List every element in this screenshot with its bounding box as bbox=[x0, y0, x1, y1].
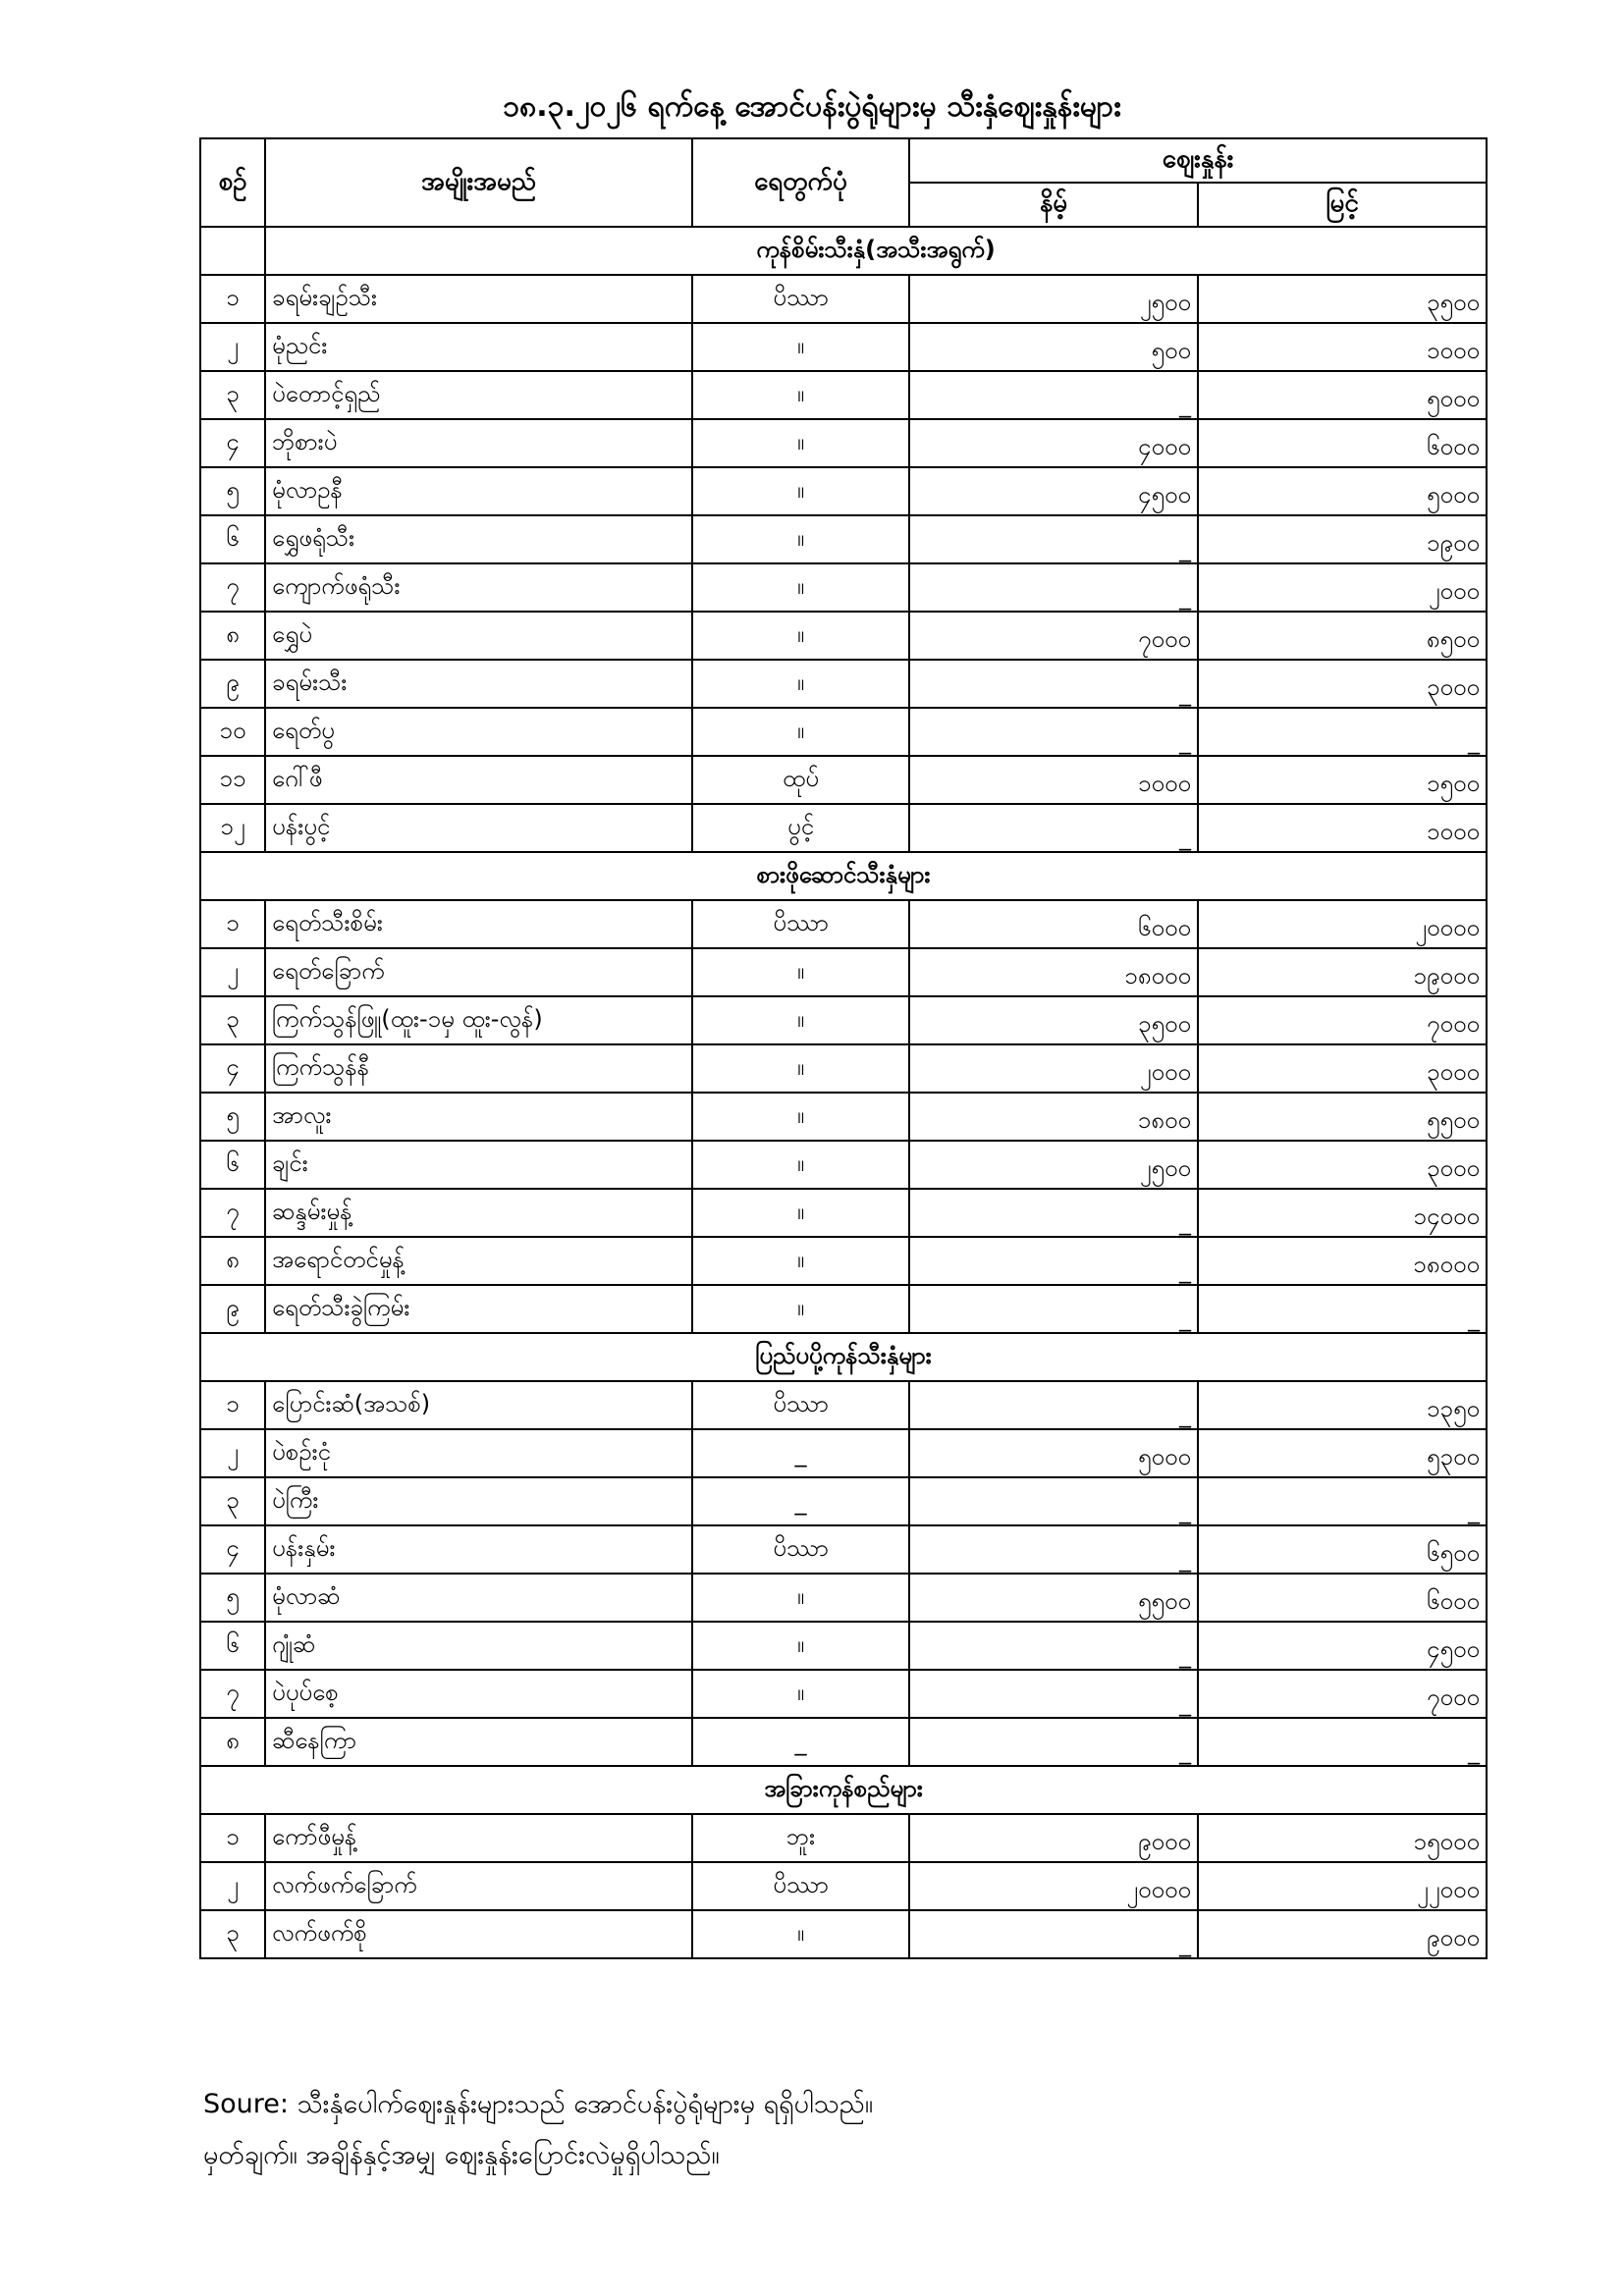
price-high: ၈၅၀၀ bbox=[1198, 612, 1487, 660]
item-name: ဆီနေကြာ bbox=[265, 1718, 692, 1766]
item-name: အာလူး bbox=[265, 1093, 692, 1141]
item-name: ပဲကြီး bbox=[265, 1477, 692, 1525]
item-unit: ပွင့် bbox=[692, 804, 909, 852]
row-number: ၈ bbox=[200, 1718, 265, 1766]
row-number: ၄ bbox=[200, 1525, 265, 1574]
item-unit: ဘူး bbox=[692, 1814, 909, 1862]
item-unit: ။ bbox=[692, 563, 909, 612]
item-unit: _ bbox=[692, 1477, 909, 1525]
item-unit: ။ bbox=[692, 948, 909, 996]
row-number: ၂ bbox=[200, 1429, 265, 1477]
price-high: ၂၀၀၀ bbox=[1198, 563, 1487, 612]
row-number: ၈ bbox=[200, 612, 265, 660]
page-title: ၁၈.၃.၂၀၂၆ ရက်နေ့ အောင်ပန်းပွဲရုံများမှ သီးနှံဈေးနှုန်းများ bbox=[503, 89, 1121, 124]
item-unit: ။ bbox=[692, 1910, 909, 1958]
item-name: ရေတ်သီးစိမ်း bbox=[265, 900, 692, 948]
item-unit: ။ bbox=[692, 1285, 909, 1333]
price-low: _ bbox=[909, 1718, 1198, 1766]
item-unit: ထုပ် bbox=[692, 756, 909, 804]
row-number: ၁ bbox=[200, 275, 265, 323]
price-low: _ bbox=[909, 371, 1198, 419]
item-name: ရေတ်ပွ bbox=[265, 708, 692, 756]
price-low: _ bbox=[909, 1525, 1198, 1574]
row-number: ၃ bbox=[200, 1477, 265, 1525]
price-low: _ bbox=[909, 1381, 1198, 1429]
table-row bbox=[200, 1862, 1487, 1910]
item-name: ဆန္ဒမ်းမှုန့် bbox=[265, 1189, 692, 1237]
table-row bbox=[200, 756, 1487, 804]
table-row bbox=[200, 515, 1487, 563]
table-row bbox=[200, 1477, 1487, 1525]
item-name: ချင်း bbox=[265, 1141, 692, 1189]
price-high: ၁၀၀၀ bbox=[1198, 804, 1487, 852]
item-name: ကြက်သွန်ဖြူ(ထူး-၁မှ ထူး-လွန်) bbox=[265, 996, 692, 1044]
item-name: ကျောက်ဖရုံသီး bbox=[265, 563, 692, 612]
table-row bbox=[200, 1670, 1487, 1718]
price-low: ၂၅၀၀ bbox=[909, 1141, 1198, 1189]
price-low: ၆၀၀၀ bbox=[909, 900, 1198, 948]
price-low: ၁၈၀၀၀ bbox=[909, 948, 1198, 996]
table-row bbox=[200, 419, 1487, 467]
price-low: ၁၀၀၀ bbox=[909, 756, 1198, 804]
item-unit: ။ bbox=[692, 419, 909, 467]
price-low: _ bbox=[909, 708, 1198, 756]
item-name: ခရမ်းသီး bbox=[265, 660, 692, 708]
item-unit: ။ bbox=[692, 371, 909, 419]
row-number: ၁ bbox=[200, 900, 265, 948]
item-unit: ။ bbox=[692, 1093, 909, 1141]
price-low: _ bbox=[909, 1622, 1198, 1670]
item-unit: ။ bbox=[692, 1622, 909, 1670]
row-number: ၆ bbox=[200, 1622, 265, 1670]
price-low: ၂၀၀၀၀ bbox=[909, 1862, 1198, 1910]
table-row bbox=[200, 1910, 1487, 1958]
item-name: မုံညင်း bbox=[265, 323, 692, 371]
table-row bbox=[200, 1814, 1487, 1862]
table-row bbox=[200, 275, 1487, 323]
table-row bbox=[200, 804, 1487, 852]
row-number: ၁ bbox=[200, 1814, 265, 1862]
price-high: ၉၀၀၀ bbox=[1198, 1910, 1487, 1958]
item-unit: ။ bbox=[692, 1189, 909, 1237]
price-high: ၆၅၀၀ bbox=[1198, 1525, 1487, 1574]
table-row bbox=[200, 1525, 1487, 1574]
table-row bbox=[200, 1718, 1487, 1766]
price-high: ၄၅၀၀ bbox=[1198, 1622, 1487, 1670]
price-high: ၁၀၀၀ bbox=[1198, 323, 1487, 371]
table-row bbox=[200, 1189, 1487, 1237]
table-row bbox=[200, 1429, 1487, 1477]
table-row bbox=[200, 612, 1487, 660]
item-unit: ။ bbox=[692, 660, 909, 708]
item-unit: ။ bbox=[692, 1574, 909, 1622]
row-number: ၄ bbox=[200, 419, 265, 467]
item-unit: ။ bbox=[692, 1141, 909, 1189]
price-high: ၆၀၀၀ bbox=[1198, 419, 1487, 467]
item-unit: ။ bbox=[692, 323, 909, 371]
row-number: ၉ bbox=[200, 1285, 265, 1333]
notes bbox=[203, 2079, 873, 2181]
source-note: Soure: သီးနှံပေါက်ဈေးနှုန်းများသည် အောင်ပန်းပွဲရုံများမှ ရရှိပါသည်။ bbox=[203, 2089, 874, 2119]
item-name: ပဲစဉ်းငုံ bbox=[265, 1429, 692, 1477]
item-name: အရောင်တင်မှုန့် bbox=[265, 1237, 692, 1285]
row-number: ၁၂ bbox=[200, 804, 265, 852]
item-name: ရွှေပဲ bbox=[265, 612, 692, 660]
price-low: _ bbox=[909, 1670, 1198, 1718]
price-high: ၅၀၀၀ bbox=[1198, 467, 1487, 515]
row-number: ၃ bbox=[200, 371, 265, 419]
item-unit: ပိဿာ bbox=[692, 900, 909, 948]
price-low: ၅၅၀၀ bbox=[909, 1574, 1198, 1622]
row-number: ၆ bbox=[200, 1141, 265, 1189]
price-table-body bbox=[200, 227, 1487, 1958]
price-high: ၁၃၅၀ bbox=[1198, 1381, 1487, 1429]
table-row bbox=[200, 708, 1487, 756]
item-unit: ။ bbox=[692, 996, 909, 1044]
price-high: ၃၀၀၀ bbox=[1198, 1044, 1487, 1093]
item-name: ကြက်သွန်နီ bbox=[265, 1044, 692, 1093]
row-number: ၁၀ bbox=[200, 708, 265, 756]
price-high: ၂၂၀၀၀ bbox=[1198, 1862, 1487, 1910]
item-name: ကော်ဖီမှုန့် bbox=[265, 1814, 692, 1862]
price-low: _ bbox=[909, 1189, 1198, 1237]
item-name: လက်ဖက်ခြောက် bbox=[265, 1862, 692, 1910]
price-high: ၆၀၀၀ bbox=[1198, 1574, 1487, 1622]
section-header-row bbox=[200, 227, 1487, 275]
row-number: ၆ bbox=[200, 515, 265, 563]
price-high: _ bbox=[1198, 1718, 1487, 1766]
item-name: မုံလာဆံ bbox=[265, 1574, 692, 1622]
item-unit: ။ bbox=[692, 708, 909, 756]
table-row bbox=[200, 900, 1487, 948]
price-low: _ bbox=[909, 1910, 1198, 1958]
price-high: ၅၅၀၀ bbox=[1198, 1093, 1487, 1141]
item-unit: ပိဿာ bbox=[692, 275, 909, 323]
table-row bbox=[200, 1044, 1487, 1093]
row-number: ၃ bbox=[200, 1910, 265, 1958]
row-number: ၅ bbox=[200, 1574, 265, 1622]
price-high: ၁၉၀၀ bbox=[1198, 515, 1487, 563]
price-low: ၄၀၀၀ bbox=[909, 419, 1198, 467]
item-name: ခရမ်းချဉ်သီး bbox=[265, 275, 692, 323]
item-unit: ပိဿာ bbox=[692, 1862, 909, 1910]
item-unit: ။ bbox=[692, 467, 909, 515]
header-high: မြင့် bbox=[1198, 183, 1487, 227]
row-number: ၄ bbox=[200, 1044, 265, 1093]
table-row bbox=[200, 1285, 1487, 1333]
item-name: ရေတ်ခြောက် bbox=[265, 948, 692, 996]
price-high: ၅၀၀၀ bbox=[1198, 371, 1487, 419]
price-high: _ bbox=[1198, 1477, 1487, 1525]
item-name: ရွှေဖရုံသီး bbox=[265, 515, 692, 563]
table-row bbox=[200, 323, 1487, 371]
table-row bbox=[200, 371, 1487, 419]
row-number: ၂ bbox=[200, 323, 265, 371]
table-row bbox=[200, 467, 1487, 515]
price-high: ၃၀၀၀ bbox=[1198, 1141, 1487, 1189]
header-unit: ရေတွက်ပုံ bbox=[692, 138, 909, 227]
header-low: နိမ့် bbox=[909, 183, 1198, 227]
table-row bbox=[200, 1574, 1487, 1622]
row-number: ၇ bbox=[200, 1670, 265, 1718]
price-high: _ bbox=[1198, 708, 1487, 756]
price-low: ၇၀၀၀ bbox=[909, 612, 1198, 660]
price-high: ၁၄၀၀၀ bbox=[1198, 1189, 1487, 1237]
price-low: ၉၀၀၀ bbox=[909, 1814, 1198, 1862]
price-high: ၃၅၀၀ bbox=[1198, 275, 1487, 323]
table-row bbox=[200, 948, 1487, 996]
price-low: _ bbox=[909, 1477, 1198, 1525]
section-header-row bbox=[200, 1333, 1487, 1381]
item-unit: _ bbox=[692, 1718, 909, 1766]
price-high: ၇၀၀၀ bbox=[1198, 1670, 1487, 1718]
price-low: ၄၅၀၀ bbox=[909, 467, 1198, 515]
price-low: _ bbox=[909, 1285, 1198, 1333]
table-row bbox=[200, 1093, 1487, 1141]
table-row bbox=[200, 1237, 1487, 1285]
row-number: ၅ bbox=[200, 467, 265, 515]
price-table bbox=[199, 137, 1488, 1959]
price-high: ၃၀၀၀ bbox=[1198, 660, 1487, 708]
table-row bbox=[200, 1622, 1487, 1670]
section-title: အခြားကုန်စည်များ bbox=[200, 1766, 1487, 1814]
price-low: ၅၀၀၀ bbox=[909, 1429, 1198, 1477]
item-name: ပန်းနှမ်း bbox=[265, 1525, 692, 1574]
item-unit: ။ bbox=[692, 1237, 909, 1285]
price-high: ၁၅၀၀ bbox=[1198, 756, 1487, 804]
section-title: ကုန်စိမ်းသီးနှံ(အသီးအရွက်) bbox=[265, 227, 1487, 275]
table-row bbox=[200, 1141, 1487, 1189]
price-low: _ bbox=[909, 1237, 1198, 1285]
price-high: ၁၅၀၀၀ bbox=[1198, 1814, 1487, 1862]
item-name: ပြောင်းဆံ(အသစ်) bbox=[265, 1381, 692, 1429]
row-number: ၅ bbox=[200, 1093, 265, 1141]
table-row bbox=[200, 996, 1487, 1044]
remark-note: မှတ်ချက်။ အချိန်နှင့်အမျှ ဈေးနှုန်းပြောင်းလဲမှုရှိပါသည်။ bbox=[203, 2140, 720, 2170]
section-title: စားဖိုဆောင်သီးနှံများ bbox=[200, 852, 1487, 900]
row-number: ၇ bbox=[200, 1189, 265, 1237]
price-high: ၅၃၀၀ bbox=[1198, 1429, 1487, 1477]
row-number: ၁ bbox=[200, 1381, 265, 1429]
item-name: ပဲတောင့်ရှည် bbox=[265, 371, 692, 419]
item-unit: ။ bbox=[692, 1044, 909, 1093]
header-type: အမျိုးအမည် bbox=[265, 138, 692, 227]
price-high: _ bbox=[1198, 1285, 1487, 1333]
item-unit: ပိဿာ bbox=[692, 1381, 909, 1429]
item-unit: ။ bbox=[692, 612, 909, 660]
price-low: ၅၀၀ bbox=[909, 323, 1198, 371]
table-row bbox=[200, 563, 1487, 612]
item-name: ပန်းပွင့် bbox=[265, 804, 692, 852]
table-row bbox=[200, 1381, 1487, 1429]
row-number: ၉ bbox=[200, 660, 265, 708]
item-unit: ။ bbox=[692, 1670, 909, 1718]
price-high: ၁၈၀၀၀ bbox=[1198, 1237, 1487, 1285]
row-number: ၁၁ bbox=[200, 756, 265, 804]
price-low: ၁၈၀၀ bbox=[909, 1093, 1198, 1141]
item-name: ဂျုံဆံ bbox=[265, 1622, 692, 1670]
section-blank-cell bbox=[200, 227, 265, 275]
header-no: စဉ် bbox=[200, 138, 265, 227]
row-number: ၂ bbox=[200, 948, 265, 996]
item-unit: ။ bbox=[692, 515, 909, 563]
item-name: ရေတ်သီးခွဲကြမ်း bbox=[265, 1285, 692, 1333]
price-low: ၂၅၀၀ bbox=[909, 275, 1198, 323]
item-unit: ပိဿာ bbox=[692, 1525, 909, 1574]
row-number: ၂ bbox=[200, 1862, 265, 1910]
price-low: _ bbox=[909, 804, 1198, 852]
price-high: ၁၉၀၀၀ bbox=[1198, 948, 1487, 996]
section-title: ပြည်ပပို့ကုန်သီးနှံများ bbox=[200, 1333, 1487, 1381]
item-name: မုံလာဥနီ bbox=[265, 467, 692, 515]
row-number: ၈ bbox=[200, 1237, 265, 1285]
price-low: _ bbox=[909, 660, 1198, 708]
price-low: ၂၀၀၀ bbox=[909, 1044, 1198, 1093]
price-low: ၃၅၀၀ bbox=[909, 996, 1198, 1044]
price-high: ၂၀၀၀၀ bbox=[1198, 900, 1487, 948]
row-number: ၇ bbox=[200, 563, 265, 612]
price-high: ၇၀၀၀ bbox=[1198, 996, 1487, 1044]
item-name: လက်ဖက်စို bbox=[265, 1910, 692, 1958]
item-name: ဘိုစားပဲ bbox=[265, 419, 692, 467]
row-number: ၃ bbox=[200, 996, 265, 1044]
section-header-row bbox=[200, 1766, 1487, 1814]
item-name: ဂေါ်ဖီ bbox=[265, 756, 692, 804]
table-row bbox=[200, 660, 1487, 708]
item-unit: _ bbox=[692, 1429, 909, 1477]
header-price: ဈေးနှုန်း bbox=[909, 138, 1487, 183]
item-name: ပဲပုပ်စေ့ bbox=[265, 1670, 692, 1718]
price-low: _ bbox=[909, 563, 1198, 612]
price-low: _ bbox=[909, 515, 1198, 563]
section-header-row bbox=[200, 852, 1487, 900]
